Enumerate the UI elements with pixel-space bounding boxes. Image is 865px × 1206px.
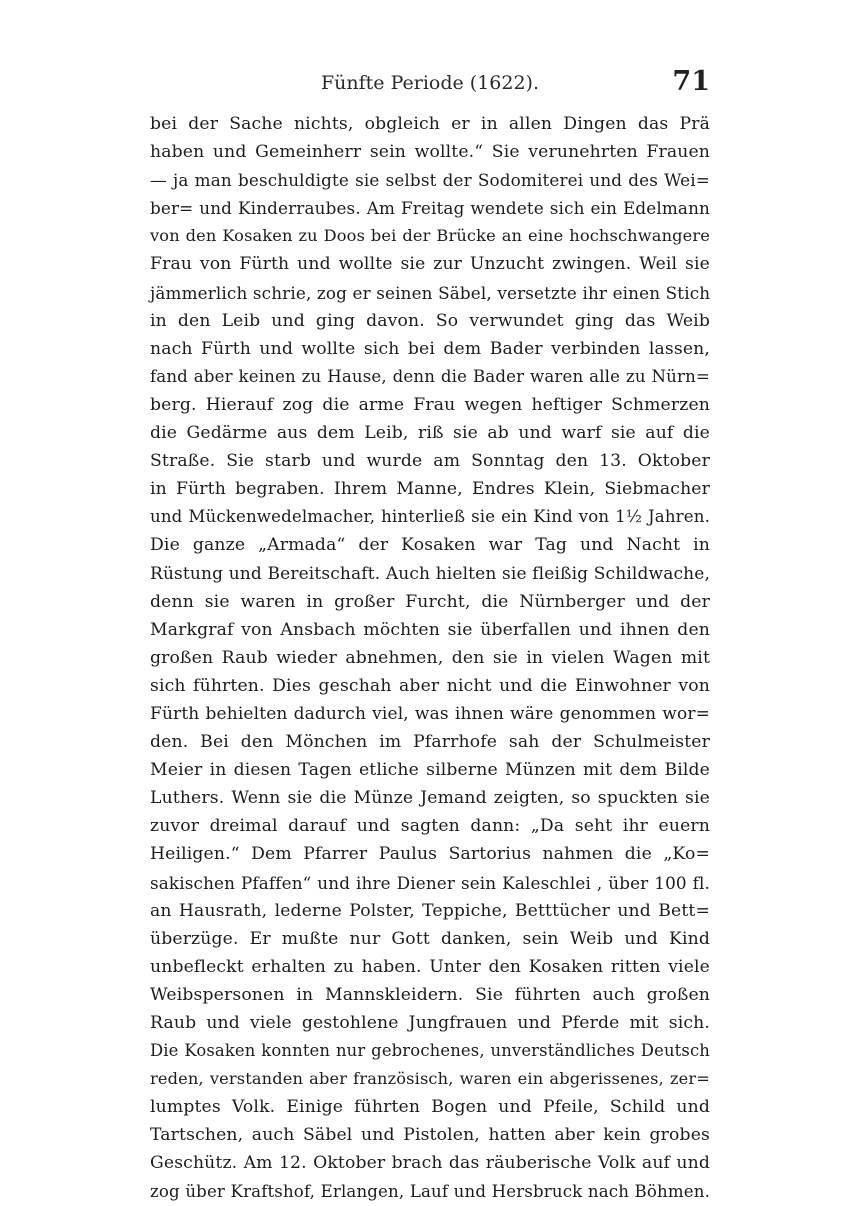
- page-header: [150, 66, 710, 102]
- text-line: ber= und Kinderraubes. Am Freitag wendete sich ein Edelmann: [150, 198, 710, 219]
- page-number: 71: [672, 66, 710, 97]
- text-line: Luthers. Wenn sie die Münze Jemand zeigten, so spuckten sie: [150, 788, 710, 809]
- text-line: Frau von Fürth und wollte sie zur Unzucht zwingen. Weil sie: [150, 254, 710, 275]
- text-line: berg. Hierauf zog die arme Frau wegen heftiger Schmerzen: [150, 394, 710, 415]
- text-line: bei der Sache nichts, obgleich er in allen Dingen das Prä: [150, 114, 710, 134]
- text-line: Weibspersonen in Mannskleidern. Sie führten auch großen: [150, 984, 710, 1005]
- text-line: nach Fürth und wollte sich bei dem Bader verbinden lassen,: [150, 338, 710, 359]
- text-line: fand aber keinen zu Hause, denn die Bader waren alle zu Nürn=: [150, 366, 710, 386]
- text-line: die Gedärme aus dem Leib, riß sie ab und warf sie auf die: [150, 423, 710, 444]
- text-line: zog über Kraftshof, Erlangen, Lauf und Hersbruck nach Böhmen.: [150, 1181, 710, 1201]
- text-line: denn sie waren in großer Furcht, die Nürnberger und der: [150, 591, 710, 612]
- text-line: haben und Gemeinherr sein wollte.“ Sie verunehrten Frauen: [150, 142, 710, 163]
- running-head: Fünfte Periode (1622).: [320, 72, 540, 94]
- text-line: lumptes Volk. Einige führten Bogen und Pfeile, Schild und: [150, 1097, 710, 1118]
- text-line: Tartschen, auch Säbel und Pistolen, hatten aber kein grobes: [150, 1125, 710, 1146]
- text-line: unbefleckt erhalten zu haben. Unter den Kosaken ritten viele: [150, 956, 710, 977]
- text-line: in den Leib und ging davon. So verwundet ging das Weib: [150, 310, 710, 331]
- text-line: Rüstung und Bereitschaft. Auch hielten sie fleißig Schildwache,: [150, 563, 711, 584]
- body-text: [150, 110, 710, 1206]
- text-line: Markgraf von Ansbach möchten sie überfallen und ihnen den: [150, 619, 710, 640]
- text-line: Straße. Sie starb und wurde am Sonntag den 13. Oktober: [150, 451, 710, 472]
- text-line: Raub und viele gestohlene Jungfrauen und Pferde mit sich.: [150, 1013, 710, 1033]
- text-line: sich führten. Dies geschah aber nicht und die Einwohner von: [150, 675, 710, 696]
- text-line: Heiligen.“ Dem Pfarrer Paulus Sartorius nahmen die „Ko=: [150, 844, 710, 865]
- text-line: reden, verstanden aber französisch, waren ein abgerissenes, zer=: [150, 1069, 710, 1089]
- text-line: Meier in diesen Tagen etliche silberne Münzen mit dem Bilde: [150, 760, 710, 781]
- text-line: in Fürth begraben. Ihrem Manne, Endres Klein, Siebmacher: [150, 479, 710, 500]
- text-line: von den Kosaken zu Doos bei der Brücke an eine hochschwangere: [150, 226, 710, 246]
- text-line: sakischen Pfaffen“ und ihre Diener sein Kaleschlei , über 100 fl.: [150, 872, 710, 893]
- text-line: Die Kosaken konnten nur gebrochenes, unverständliches Deutsch: [150, 1041, 710, 1061]
- text-line: großen Raub wieder abnehmen, den sie in vielen Wagen mit: [150, 647, 710, 668]
- text-line: den. Bei den Mönchen im Pfarrhofe sah der Schulmeister: [150, 732, 710, 753]
- text-line: jämmerlich schrie, zog er seinen Säbel, versetzte ihr einen Stich: [150, 282, 711, 303]
- text-line: — ja man beschuldigte sie selbst der Sodomiterei und des Wei=: [150, 170, 710, 191]
- text-line: Fürth behielten dadurch viel, was ihnen wäre genommen wor=: [150, 703, 710, 724]
- text-line: überzüge. Er mußte nur Gott danken, sein Weib und Kind: [150, 928, 710, 949]
- text-line: Geschütz. Am 12. Oktober brach das räuberische Volk auf und: [150, 1153, 710, 1174]
- text-line: Die ganze „Armada“ der Kosaken war Tag und Nacht in: [150, 535, 710, 556]
- text-line: zuvor dreimal darauf und sagten dann: „Da seht ihr euern: [150, 816, 710, 837]
- text-line: und Mückenwedelmacher, hinterließ sie ein Kind von 1½ Jahren.: [150, 507, 710, 527]
- text-line: an Hausrath, lederne Polster, Teppiche, Betttücher und Bett=: [150, 900, 710, 921]
